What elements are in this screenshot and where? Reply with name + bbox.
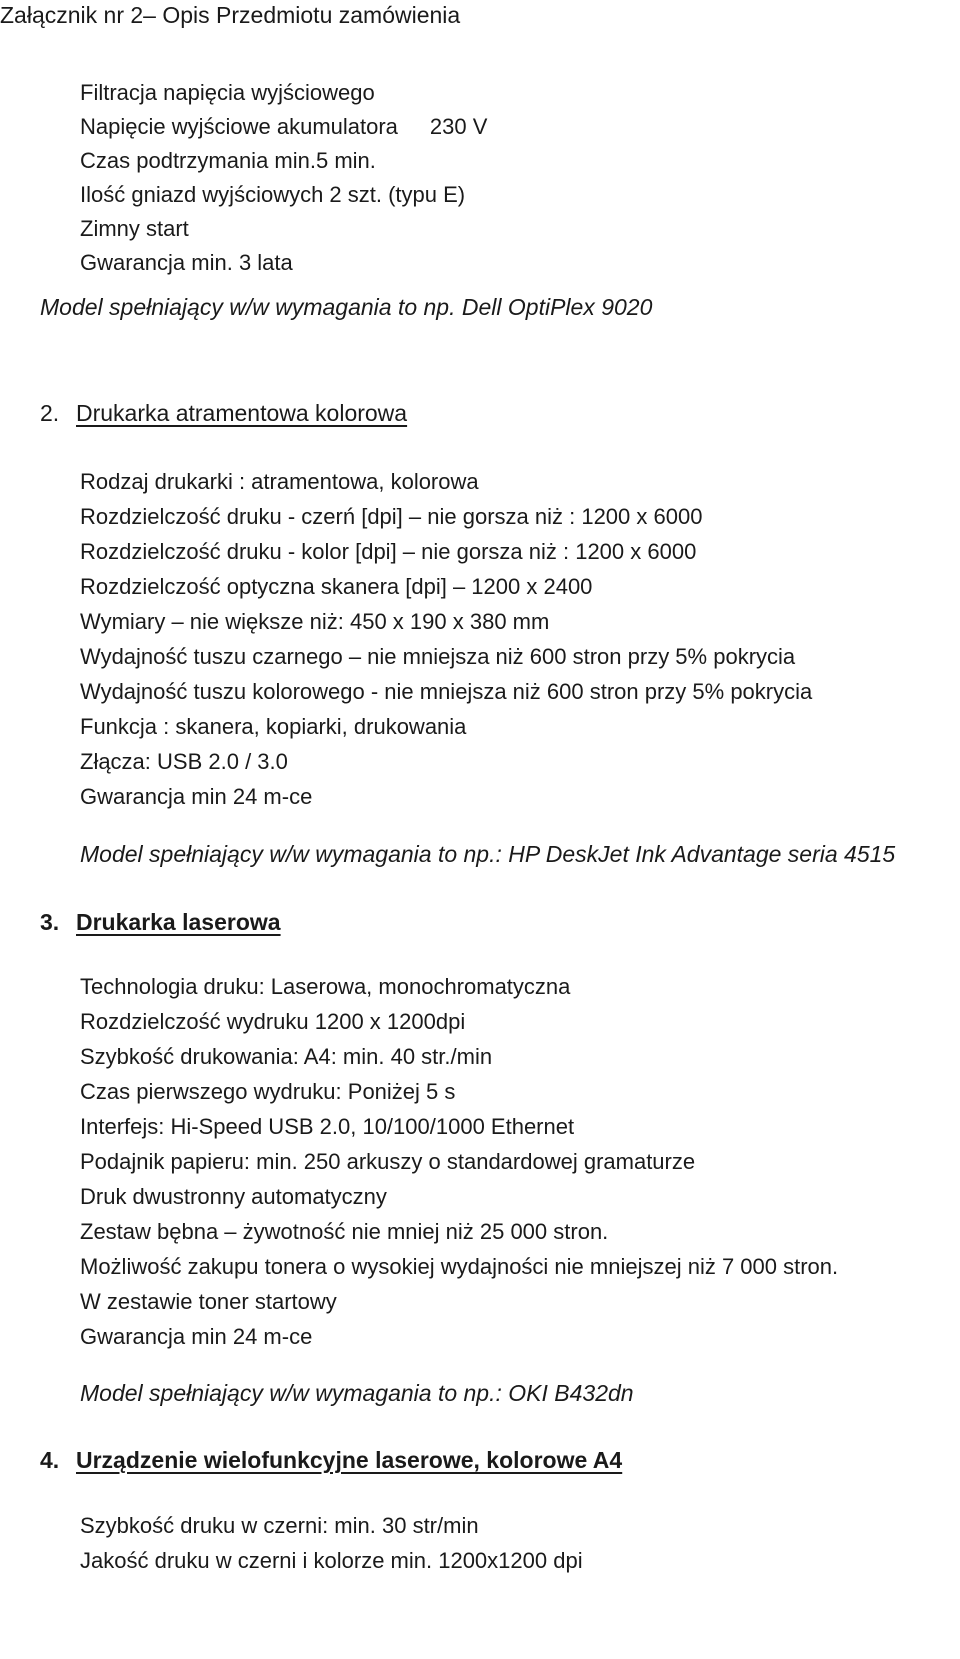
spec-line: Złącza: USB 2.0 / 3.0 (80, 749, 288, 774)
spec-line: Podajnik papieru: min. 250 arkuszy o standardowej gramaturze (80, 1149, 696, 1174)
spec-line: Funkcja : skanera, kopiarki, drukowania (80, 714, 467, 739)
spec-line: Czas pierwszego wydruku: Poniżej 5 s (80, 1079, 456, 1104)
spec-line: Wydajność tuszu kolorowego - nie mniejsza niż 600 stron przy 5% pokrycia (80, 679, 813, 704)
section-4-spec-list (0, 1508, 583, 1578)
spec-line: Zimny start (80, 216, 189, 241)
section-title: Urządzenie wielofunkcyjne laserowe, kolorowe A4 (76, 1447, 623, 1473)
spec-line: Zestaw bębna – żywotność nie mniej niż 25 000 stron. (80, 1219, 609, 1244)
spec-line: Interfejs: Hi-Speed USB 2.0, 10/100/1000 Ethernet (80, 1114, 575, 1139)
section-2-heading (40, 398, 407, 428)
section-title: Drukarka laserowa (76, 909, 281, 935)
spec-line: Szybkość drukowania: A4: min. 40 str./min (80, 1044, 493, 1069)
spec-line: Szybkość druku w czerni: min. 30 str/min (80, 1513, 479, 1538)
spec-line: Gwarancja min 24 m-ce (80, 1324, 313, 1349)
spec-line: Czas podtrzymania min.5 min. (80, 148, 376, 173)
section-title: Drukarka atramentowa kolorowa (76, 400, 408, 426)
section-number: 4. (40, 1447, 60, 1473)
spec-line: Gwarancja min. 3 lata (80, 250, 293, 275)
spec-line-value: 230 V (429, 114, 488, 139)
page-header: Załącznik nr 2– Opis Przedmiotu zamówienia (0, 2, 461, 28)
ups-model-note: Model spełniający w/w wymagania to np. Dell OptiPlex 9020 (40, 294, 653, 320)
spec-line: Możliwość zakupu tonera o wysokiej wydajności nie mniejszej niż 7 000 stron. (80, 1254, 839, 1279)
spec-line: Ilość gniazd wyjściowych 2 szt. (typu E) (80, 182, 466, 207)
spec-line: Rozdzielczość optyczna skanera [dpi] – 1200 x 2400 (80, 574, 593, 599)
spec-line: Filtracja napięcia wyjściowego (80, 80, 375, 105)
spec-line: W zestawie toner startowy (80, 1289, 337, 1314)
section-2-model-note: Model spełniający w/w wymagania to np.: HP DeskJet Ink Advantage seria 4515 (80, 841, 896, 867)
spec-line: Technologia druku: Laserowa, monochromatyczna (80, 974, 571, 999)
spec-line: Wymiary – nie większe niż: 450 x 190 x 380 mm (80, 609, 550, 634)
section-number: 2. (40, 400, 60, 426)
spec-line: Rozdzielczość wydruku 1200 x 1200dpi (80, 1009, 466, 1034)
spec-line: Rozdzielczość druku - kolor [dpi] – nie gorsza niż : 1200 x 6000 (80, 539, 697, 564)
section-2-spec-list (0, 464, 812, 814)
spec-line: Druk dwustronny automatyczny (80, 1184, 387, 1209)
spec-line: Rodzaj drukarki : atramentowa, kolorowa (80, 469, 479, 494)
spec-line: Jakość druku w czerni i kolorze min. 1200x1200 dpi (80, 1548, 583, 1573)
spec-line-label: Napięcie wyjściowe akumulatora (80, 114, 398, 139)
section-3-heading (40, 907, 281, 937)
section-number: 3. (40, 909, 60, 935)
section-3-spec-list (0, 969, 838, 1354)
spec-line: Rozdzielczość druku - czerń [dpi] – nie gorsza niż : 1200 x 6000 (80, 504, 703, 529)
ups-spec-list (0, 76, 487, 280)
section-4-heading (40, 1445, 622, 1475)
section-3-model-note: Model spełniający w/w wymagania to np.: OKI B432dn (80, 1380, 634, 1406)
spec-line: Gwarancja min 24 m-ce (80, 784, 313, 809)
spec-line-voltage (0, 110, 487, 144)
spec-line: Wydajność tuszu czarnego – nie mniejsza niż 600 stron przy 5% pokrycia (80, 644, 796, 669)
